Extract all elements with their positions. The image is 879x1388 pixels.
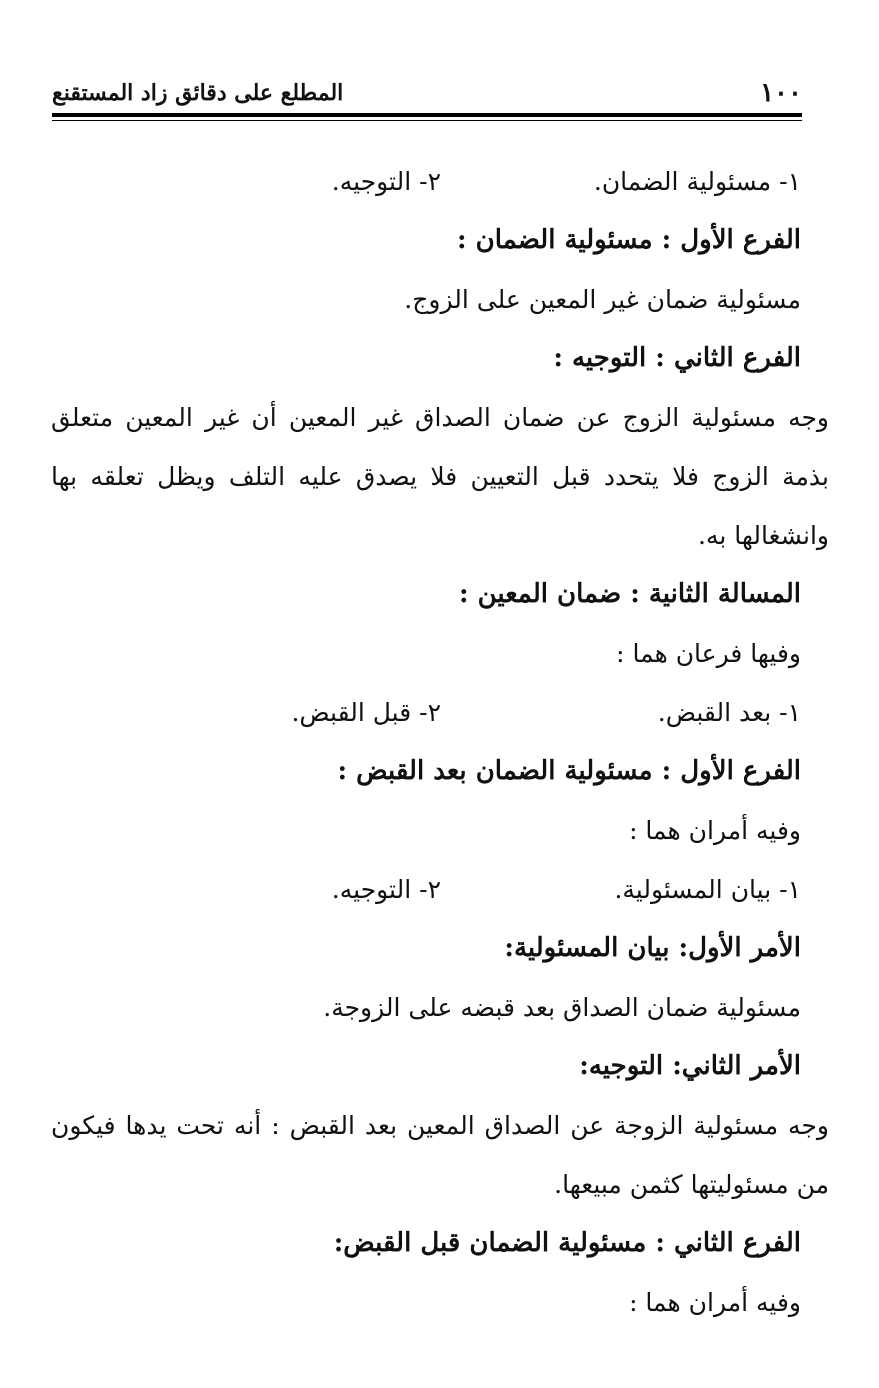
paragraph: وفيها فرعان هما :: [616, 639, 801, 668]
paragraph: وجه مسئولية الزوج عن ضمان الصداق غير المعين أن غير المعين متعلق بذمة الزوج فلا يتحدد قبل التعيين فلا يصدق عليه التلف ويظل تعلقه بها وانشغالها به.: [51, 403, 829, 550]
paragraph: مسئولية ضمان الصداق بعد قبضه على الزوجة.: [323, 993, 801, 1022]
page-body: [51, 152, 829, 1332]
list-item: ١- بعد القبض.: [657, 698, 801, 727]
header-rule-thin: [52, 120, 802, 121]
section-heading: المسالة الثانية : ضمان المعين :: [458, 579, 801, 609]
header-rule-thick: [52, 113, 802, 117]
page-number: ١٠٠: [760, 78, 802, 108]
list-item: ٢- قبل القبض.: [291, 698, 441, 727]
section-heading: الفرع الثاني : التوجيه :: [553, 343, 801, 373]
numbered-list: [51, 152, 801, 211]
list-item: ١- مسئولية الضمان.: [593, 167, 801, 196]
section-heading: الأمر الأول: بيان المسئولية:: [504, 933, 801, 963]
paragraph: وفيه أمران هما :: [629, 816, 801, 845]
paragraph: وجه مسئولية الزوجة عن الصداق المعين بعد القبض : أنه تحت يدها فيكون من مسئوليتها كثمن مبيعها.: [51, 1111, 829, 1199]
numbered-list: [51, 860, 801, 919]
section-heading: الفرع الأول : مسئولية الضمان :: [457, 225, 801, 255]
list-item: ١- بيان المسئولية.: [614, 875, 801, 904]
page-header: [52, 70, 802, 110]
list-item: ٢- التوجيه.: [331, 875, 441, 904]
section-heading: الفرع الأول : مسئولية الضمان بعد القبض :: [337, 756, 801, 786]
section-heading: الأمر الثاني: التوجيه:: [579, 1051, 801, 1081]
list-item: ٢- التوجيه.: [331, 167, 441, 196]
section-heading: الفرع الثاني : مسئولية الضمان قبل القبض:: [333, 1228, 801, 1258]
paragraph: مسئولية ضمان غير المعين على الزوج.: [404, 285, 801, 314]
paragraph: وفيه أمران هما :: [629, 1288, 801, 1317]
running-title: المطلع على دقائق زاد المستقنع: [52, 80, 344, 106]
numbered-list: [51, 683, 801, 742]
